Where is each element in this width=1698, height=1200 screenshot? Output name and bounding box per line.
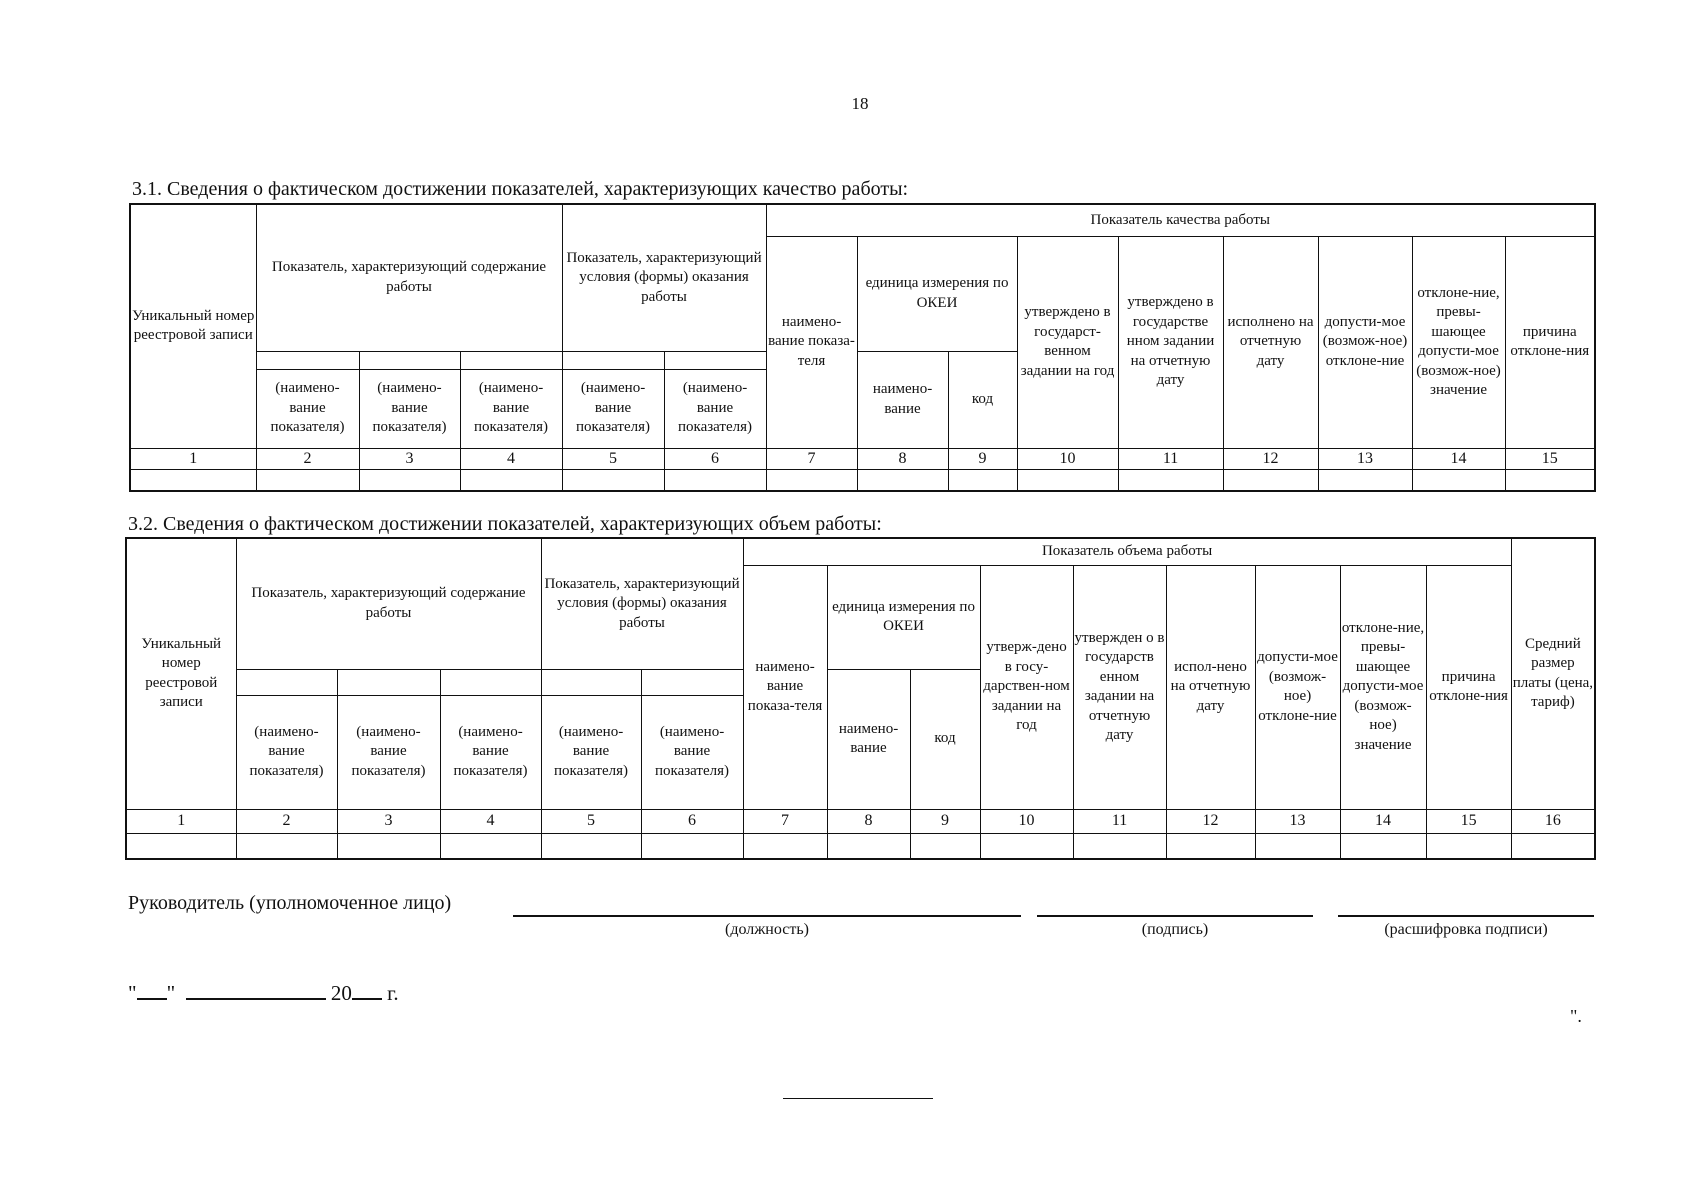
header-unit-code: код [910,669,980,809]
section-1-title: 3.1. Сведения о фактическом достижении показателей, характеризующих качество работы: [132,178,909,200]
header-conditions-indicator: Показатель, характеризующий условия (формы) оказания работы [541,538,743,669]
blank-cell [541,669,641,695]
blank-cell [641,669,743,695]
column-number: 9 [910,809,980,833]
column-number: 14 [1412,448,1505,470]
header-conditions-name-2: (наимено-вание показателя) [664,369,766,448]
data-cell[interactable] [440,833,541,859]
section-2-title: 3.2. Сведения о фактическом достижении показателей, характеризующих объем работы: [128,513,882,535]
column-number: 15 [1426,809,1511,833]
column-number: 14 [1340,809,1426,833]
data-cell[interactable] [1505,470,1595,491]
column-number: 9 [948,448,1017,470]
data-cell[interactable] [562,470,664,491]
column-number: 7 [766,448,857,470]
column-number: 12 [1223,448,1318,470]
data-cell[interactable] [948,470,1017,491]
header-indicator-name: наимено-вание показа-теля [766,236,857,448]
header-conditions-name-1: (наимено-вание показателя) [562,369,664,448]
column-number: 13 [1255,809,1340,833]
header-allowed-deviation: допусти-мое (возмож-ное) отклоне-ние [1255,565,1340,809]
position-caption: (должность) [725,921,809,938]
header-executed: испол-нено на отчетную дату [1166,565,1255,809]
signature-line[interactable] [1037,915,1313,917]
column-number: 12 [1166,809,1255,833]
data-cell[interactable] [130,470,256,491]
data-cell[interactable] [1017,470,1118,491]
header-approved-date: утверждено в государстве нном задании на отчетную дату [1118,236,1223,448]
column-number: 11 [1073,809,1166,833]
header-allowed-deviation: допусти-мое (возмож-ное) отклоне-ние [1318,236,1412,448]
column-number: 6 [641,809,743,833]
header-registry-number: Уникальный номер реестровой записи [126,538,236,809]
column-number: 6 [664,448,766,470]
blank-cell [337,669,440,695]
blank-cell [236,669,337,695]
blank-cell [664,351,766,369]
column-number: 4 [460,448,562,470]
data-cell[interactable] [1511,833,1595,859]
quote-close: " [166,981,176,1005]
quote-open: " [128,981,137,1005]
header-conditions-name-1: (наимено-вание показателя) [541,695,641,809]
header-excess-deviation: отклоне-ние, превы-шающее допусти-мое (возмож-ное) значение [1412,236,1505,448]
data-cell[interactable] [1340,833,1426,859]
blank-cell [562,351,664,369]
blank-cell [460,351,562,369]
header-deviation-reason: причина отклоне-ния [1505,236,1595,448]
data-cell[interactable] [1255,833,1340,859]
header-content-name-2: (наимено-вание показателя) [359,369,460,448]
header-unit-name: наимено-вание [857,351,948,448]
header-deviation-reason: причина отклоне-ния [1426,565,1511,809]
data-cell[interactable] [980,833,1073,859]
year-suffix: г. [387,981,399,1005]
header-unit-code: код [948,351,1017,448]
data-cell[interactable] [1166,833,1255,859]
data-cell[interactable] [1426,833,1511,859]
header-approved-year: утверждено в государст-венном задании на год [1017,236,1118,448]
data-cell[interactable] [236,833,337,859]
data-cell[interactable] [1223,470,1318,491]
header-content-name-1: (наимено-вание показателя) [236,695,337,809]
column-number: 7 [743,809,827,833]
header-unit-okei: единица измерения по ОКЕИ [857,236,1017,351]
header-content-indicator: Показатель, характеризующий содержание работы [256,204,562,351]
header-content-indicator: Показатель, характеризующий содержание работы [236,538,541,669]
header-volume-indicator: Показатель объема работы [743,538,1511,565]
volume-indicators-table [125,537,1596,860]
header-approved-year: утверж-дено в госу-дарствен-ном задании на год [980,565,1073,809]
day-blank[interactable] [137,978,167,1000]
header-executed: исполнено на отчетную дату [1223,236,1318,448]
column-number: 3 [337,809,440,833]
header-conditions-indicator: Показатель, характеризующий условия (формы) оказания работы [562,204,766,351]
data-cell[interactable] [641,833,743,859]
header-excess-deviation: отклоне-ние, превы-шающее допусти-мое (возмож-ное) значение [1340,565,1426,809]
column-number: 1 [126,809,236,833]
decoding-line[interactable] [1338,915,1594,917]
column-number: 4 [440,809,541,833]
header-content-name-3: (наимено-вание показателя) [460,369,562,448]
column-number: 15 [1505,448,1595,470]
column-number: 10 [980,809,1073,833]
column-number: 1 [130,448,256,470]
data-cell[interactable] [743,833,827,859]
column-number: 11 [1118,448,1223,470]
data-cell[interactable] [541,833,641,859]
data-cell[interactable] [766,470,857,491]
column-number: 5 [541,809,641,833]
header-average-fee: Средний размер платы (цена, тариф) [1511,538,1595,809]
header-quality-indicator: Показатель качества работы [766,204,1595,236]
column-number: 2 [236,809,337,833]
header-unit-name: наимено-вание [827,669,910,809]
data-cell[interactable] [460,470,562,491]
quality-indicators-table [129,203,1596,492]
column-number: 2 [256,448,359,470]
date-field [128,978,399,1006]
header-content-name-1: (наимено-вание показателя) [256,369,359,448]
head-label: Руководитель (уполномоченное лицо) [128,892,452,914]
month-blank[interactable] [186,978,326,1000]
header-content-name-2: (наимено-вание показателя) [337,695,440,809]
bottom-rule [783,1098,933,1099]
data-cell[interactable] [827,833,910,859]
header-unit-okei: единица измерения по ОКЕИ [827,565,980,669]
decoding-caption: (расшифровка подписи) [1384,921,1548,938]
blank-cell [359,351,460,369]
data-cell[interactable] [256,470,359,491]
blank-cell [256,351,359,369]
column-number: 13 [1318,448,1412,470]
year-prefix: 20 [330,981,352,1005]
signature-caption: (подпись) [1141,921,1209,938]
data-cell[interactable] [337,833,440,859]
header-indicator-name: наимено-вание показа-теля [743,565,827,809]
header-approved-date: утвержден о в государств енном задании на отчетную дату [1073,565,1166,809]
header-registry-number: Уникальный номер реестровой записи [130,204,256,448]
column-number: 10 [1017,448,1118,470]
data-cell[interactable] [359,470,460,491]
data-cell[interactable] [664,470,766,491]
data-cell[interactable] [1073,833,1166,859]
data-cell[interactable] [910,833,980,859]
page-number: 18 [851,94,869,113]
header-content-name-3: (наимено-вание показателя) [440,695,541,809]
closing-mark: ". [1570,1006,1582,1026]
column-number: 3 [359,448,460,470]
column-number: 16 [1511,809,1595,833]
header-conditions-name-2: (наимено-вание показателя) [641,695,743,809]
data-cell[interactable] [857,470,948,491]
column-number: 8 [857,448,948,470]
data-cell[interactable] [1118,470,1223,491]
column-number: 5 [562,448,664,470]
data-cell[interactable] [1318,470,1412,491]
year-blank[interactable] [352,978,382,1000]
data-cell[interactable] [1412,470,1505,491]
data-cell[interactable] [126,833,236,859]
column-number: 8 [827,809,910,833]
position-line[interactable] [513,915,1021,917]
blank-cell [440,669,541,695]
